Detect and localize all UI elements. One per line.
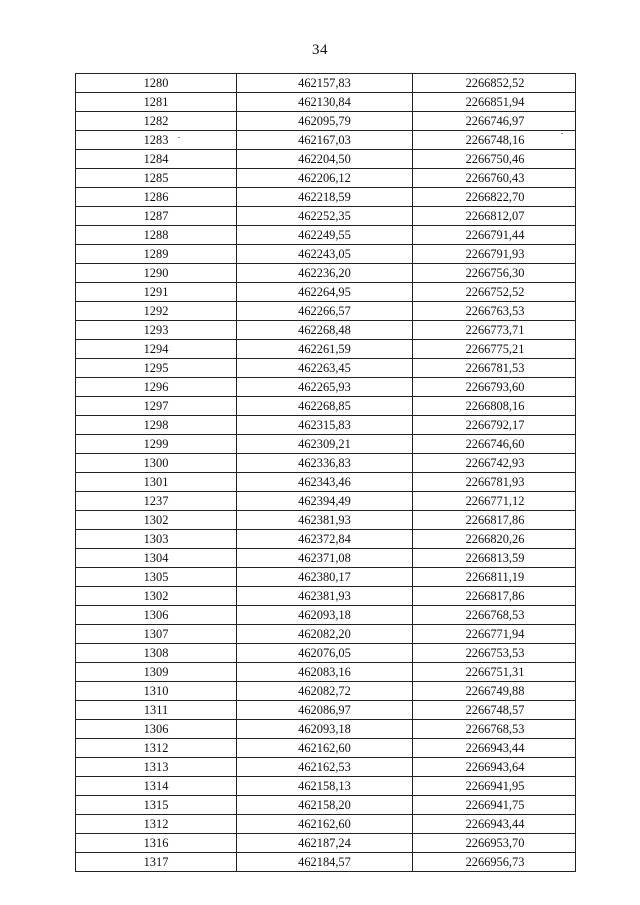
x-coordinate-cell: 462204,50 (237, 150, 413, 169)
point-number-cell: 1296 (76, 378, 237, 397)
y-coordinate-cell: 2266753,53 (413, 644, 576, 663)
x-coordinate-cell: 462381,93 (237, 587, 413, 606)
y-coordinate-cell: 2266792,17 (413, 416, 576, 435)
point-number-cell: 1286 (76, 188, 237, 207)
point-number-cell: 1287 (76, 207, 237, 226)
x-coordinate-cell: 462130,84 (237, 93, 413, 112)
x-coordinate-cell: 462371,08 (237, 549, 413, 568)
table-row (76, 264, 576, 283)
y-coordinate-cell: 2266943,64 (413, 758, 576, 777)
y-coordinate-cell: 2266820,26 (413, 530, 576, 549)
point-number-cell: 1285 (76, 169, 237, 188)
x-coordinate-cell: 462158,20 (237, 796, 413, 815)
table-row (76, 207, 576, 226)
x-coordinate-cell: 462086,97 (237, 701, 413, 720)
x-coordinate-cell: 462372,84 (237, 530, 413, 549)
point-number-cell: 1305 (76, 568, 237, 587)
y-coordinate-cell: 2266822,70 (413, 188, 576, 207)
y-coordinate-cell: 2266781,93 (413, 473, 576, 492)
x-coordinate-cell: 462082,20 (237, 625, 413, 644)
y-coordinate-cell: 2266852,52 (413, 74, 576, 93)
y-coordinate-cell: 2266941,95 (413, 777, 576, 796)
point-number-cell: 1306 (76, 720, 237, 739)
table-row (76, 853, 576, 872)
y-coordinate-cell: 2266768,53 (413, 720, 576, 739)
coordinates-table (75, 73, 576, 872)
table-row (76, 416, 576, 435)
point-number-cell: 1310 (76, 682, 237, 701)
x-coordinate-cell: 462315,83 (237, 416, 413, 435)
table-row (76, 701, 576, 720)
x-coordinate-cell: 462093,18 (237, 720, 413, 739)
table-row (76, 93, 576, 112)
point-number-cell: 1301 (76, 473, 237, 492)
point-number-cell: 1314 (76, 777, 237, 796)
table-row (76, 245, 576, 264)
y-coordinate-cell: 2266773,71 (413, 321, 576, 340)
table-row (76, 283, 576, 302)
point-number-cell: 1308 (76, 644, 237, 663)
table-row (76, 530, 576, 549)
y-coordinate-cell: 2266746,60 (413, 435, 576, 454)
table-row (76, 169, 576, 188)
x-coordinate-cell: 462157,83 (237, 74, 413, 93)
x-coordinate-cell: 462309,21 (237, 435, 413, 454)
x-coordinate-cell: 462265,93 (237, 378, 413, 397)
table-row (76, 625, 576, 644)
y-coordinate-cell: 2266791,44 (413, 226, 576, 245)
y-coordinate-cell: 2266811,19 (413, 568, 576, 587)
y-coordinate-cell: 2266771,94 (413, 625, 576, 644)
y-coordinate-cell: 2266742,93 (413, 454, 576, 473)
x-coordinate-cell: 462266,57 (237, 302, 413, 321)
x-coordinate-cell: 462236,20 (237, 264, 413, 283)
y-coordinate-cell: 2266851,94 (413, 93, 576, 112)
table-row (76, 378, 576, 397)
y-coordinate-cell: 2266817,86 (413, 587, 576, 606)
table-row (76, 815, 576, 834)
y-coordinate-cell: 2266749,88 (413, 682, 576, 701)
table-row (76, 606, 576, 625)
y-coordinate-cell: 2266791,93 (413, 245, 576, 264)
y-coordinate-cell: 2266953,70 (413, 834, 576, 853)
table-row (76, 340, 576, 359)
scan-speck (561, 133, 563, 134)
table-row (76, 188, 576, 207)
table-row (76, 568, 576, 587)
table-row (76, 549, 576, 568)
x-coordinate-cell: 462261,59 (237, 340, 413, 359)
point-number-cell: 1312 (76, 739, 237, 758)
table-row (76, 511, 576, 530)
table-row (76, 74, 576, 93)
table-row (76, 758, 576, 777)
x-coordinate-cell: 462264,95 (237, 283, 413, 302)
point-number-cell: 1311 (76, 701, 237, 720)
table-row (76, 454, 576, 473)
y-coordinate-cell: 2266746,97 (413, 112, 576, 131)
point-number-cell: 1299 (76, 435, 237, 454)
x-coordinate-cell: 462381,93 (237, 511, 413, 530)
point-number-cell: 1288 (76, 226, 237, 245)
table-row (76, 226, 576, 245)
x-coordinate-cell: 462249,55 (237, 226, 413, 245)
x-coordinate-cell: 462268,48 (237, 321, 413, 340)
point-number-cell: 1303 (76, 530, 237, 549)
point-number-cell: 1313 (76, 758, 237, 777)
x-coordinate-cell: 462158,13 (237, 777, 413, 796)
table-row (76, 834, 576, 853)
table-row (76, 682, 576, 701)
x-coordinate-cell: 462343,46 (237, 473, 413, 492)
point-number-cell: 1298 (76, 416, 237, 435)
point-number-cell: 1281 (76, 93, 237, 112)
x-coordinate-cell: 462380,17 (237, 568, 413, 587)
point-number-cell: 1307 (76, 625, 237, 644)
x-coordinate-cell: 462093,18 (237, 606, 413, 625)
y-coordinate-cell: 2266748,16 (413, 131, 576, 150)
point-number-cell: 1304 (76, 549, 237, 568)
table-row (76, 435, 576, 454)
x-coordinate-cell: 462162,60 (237, 815, 413, 834)
table-row (76, 587, 576, 606)
y-coordinate-cell: 2266756,30 (413, 264, 576, 283)
table-row (76, 112, 576, 131)
point-number-cell: 1295 (76, 359, 237, 378)
point-number-cell: 1290 (76, 264, 237, 283)
x-coordinate-cell: 462082,72 (237, 682, 413, 701)
y-coordinate-cell: 2266943,44 (413, 739, 576, 758)
point-number-cell: 1297 (76, 397, 237, 416)
x-coordinate-cell: 462184,57 (237, 853, 413, 872)
point-number-cell: 1302 (76, 511, 237, 530)
table-row (76, 492, 576, 511)
point-number-cell: 1309 (76, 663, 237, 682)
y-coordinate-cell: 2266956,73 (413, 853, 576, 872)
x-coordinate-cell: 462252,35 (237, 207, 413, 226)
y-coordinate-cell: 2266775,21 (413, 340, 576, 359)
table-row (76, 397, 576, 416)
point-number-cell: 1316 (76, 834, 237, 853)
point-number-cell: 1289 (76, 245, 237, 264)
y-coordinate-cell: 2266748,57 (413, 701, 576, 720)
y-coordinate-cell: 2266781,53 (413, 359, 576, 378)
y-coordinate-cell: 2266751,31 (413, 663, 576, 682)
point-number-cell: 1283 (76, 131, 237, 150)
y-coordinate-cell: 2266793,60 (413, 378, 576, 397)
x-coordinate-cell: 462268,85 (237, 397, 413, 416)
y-coordinate-cell: 2266941,75 (413, 796, 576, 815)
x-coordinate-cell: 462162,53 (237, 758, 413, 777)
point-number-cell: 1293 (76, 321, 237, 340)
point-number-cell: 1282 (76, 112, 237, 131)
x-coordinate-cell: 462263,45 (237, 359, 413, 378)
point-number-cell: 1284 (76, 150, 237, 169)
y-coordinate-cell: 2266808,16 (413, 397, 576, 416)
table-row (76, 720, 576, 739)
table-row (76, 302, 576, 321)
y-coordinate-cell: 2266760,43 (413, 169, 576, 188)
table-row (76, 644, 576, 663)
point-number-cell: 1317 (76, 853, 237, 872)
point-number-cell: 1300 (76, 454, 237, 473)
point-number-cell: 1292 (76, 302, 237, 321)
y-coordinate-cell: 2266771,12 (413, 492, 576, 511)
table-row (76, 796, 576, 815)
scan-speck (178, 137, 180, 138)
y-coordinate-cell: 2266768,53 (413, 606, 576, 625)
x-coordinate-cell: 462162,60 (237, 739, 413, 758)
point-number-cell: 1315 (76, 796, 237, 815)
x-coordinate-cell: 462076,05 (237, 644, 413, 663)
x-coordinate-cell: 462336,83 (237, 454, 413, 473)
y-coordinate-cell: 2266817,86 (413, 511, 576, 530)
coordinates-table-body (76, 74, 576, 872)
table-row (76, 777, 576, 796)
point-number-cell: 1294 (76, 340, 237, 359)
point-number-cell: 1302 (76, 587, 237, 606)
page-number: 34 (312, 42, 328, 58)
x-coordinate-cell: 462187,24 (237, 834, 413, 853)
table-row (76, 359, 576, 378)
table-row (76, 131, 576, 150)
table-row (76, 473, 576, 492)
y-coordinate-cell: 2266943,44 (413, 815, 576, 834)
point-number-cell: 1280 (76, 74, 237, 93)
y-coordinate-cell: 2266752,52 (413, 283, 576, 302)
x-coordinate-cell: 462394,49 (237, 492, 413, 511)
y-coordinate-cell: 2266812,07 (413, 207, 576, 226)
table-row (76, 150, 576, 169)
x-coordinate-cell: 462206,12 (237, 169, 413, 188)
table-row (76, 739, 576, 758)
x-coordinate-cell: 462243,05 (237, 245, 413, 264)
point-number-cell: 1306 (76, 606, 237, 625)
point-number-cell: 1291 (76, 283, 237, 302)
x-coordinate-cell: 462167,03 (237, 131, 413, 150)
y-coordinate-cell: 2266763,53 (413, 302, 576, 321)
table-row (76, 663, 576, 682)
x-coordinate-cell: 462218,59 (237, 188, 413, 207)
y-coordinate-cell: 2266813,59 (413, 549, 576, 568)
point-number-cell: 1312 (76, 815, 237, 834)
x-coordinate-cell: 462095,79 (237, 112, 413, 131)
point-number-cell: 1237 (76, 492, 237, 511)
x-coordinate-cell: 462083,16 (237, 663, 413, 682)
y-coordinate-cell: 2266750,46 (413, 150, 576, 169)
table-row (76, 321, 576, 340)
